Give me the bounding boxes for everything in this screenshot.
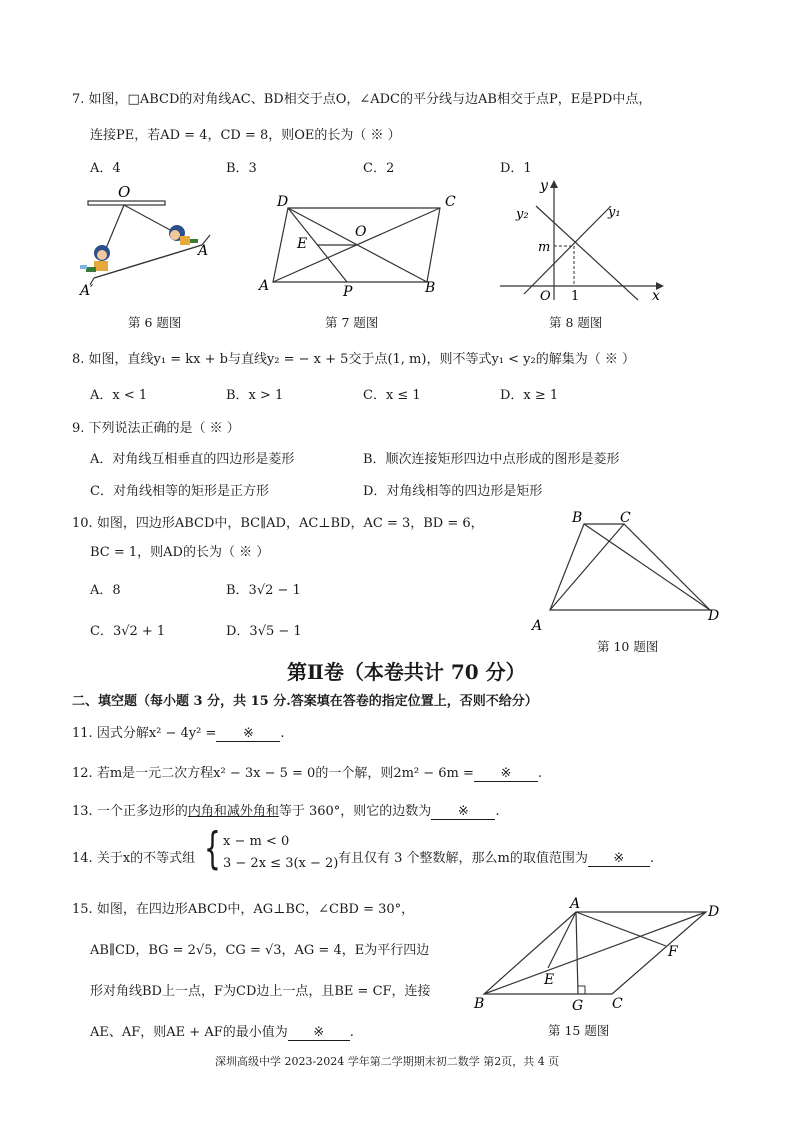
q13-answer-blank: ※	[431, 804, 495, 820]
q13: 13. 一个正多边形的内角和减外角和等于 360°，则它的边数为 ※ .	[72, 804, 500, 819]
q9-text: 9. 下列说法正确的是（ ※ ）	[72, 421, 240, 436]
q10-option-c: C．3√2 + 1	[90, 624, 166, 639]
figure-15-label-e: E	[544, 972, 555, 988]
q9-option-b: B．顺次连接矩形四边中点形成的图形是菱形	[363, 452, 620, 467]
figure-6-beam	[88, 201, 165, 205]
q10-line2: BC = 1，则AD的长为（ ※ ）	[90, 545, 270, 560]
q11-answer-blank: ※	[216, 726, 280, 742]
q15-line3: 形对角线BD上一点，F为CD边上一点，且BE = CF，连接	[90, 984, 431, 999]
q7-line1: 7. 如图，□ABCD的对角线AC、BD相交于点O，∠ADC的平分线与边AB相交于点P，E是PD中点，	[72, 92, 652, 107]
q8-option-b: B．x > 1	[226, 388, 284, 403]
figure-15-label-d: D	[708, 904, 720, 920]
figure-8-label-x: x	[652, 288, 660, 304]
figure-6-child-right-icon	[169, 225, 198, 245]
part2-heading: 二、填空题（每小题 3 分，共 15 分.答案填在答卷的指定位置上，否则不给分）	[72, 694, 538, 709]
figure-15	[470, 896, 730, 1014]
q7-option-c: C．2	[363, 161, 395, 176]
figure-15-line-ae	[548, 912, 576, 968]
q15-line1: 15. 如图，在四边形ABCD中，AG⊥BC，∠CBD = 30°，	[72, 902, 415, 917]
page-footer: 深圳高级中学 2023-2024 学年第二学期期末初二数学 第2页，共 4 页	[215, 1055, 560, 1068]
q9-option-a: A．对角线互相垂直的四边形是菱形	[90, 452, 295, 467]
figure-7-label-e: E	[297, 236, 308, 252]
q14-inequality-2: 3 − 2x ≤ 3(x − 2)	[223, 856, 339, 871]
q12: 12. 若m是一元二次方程x² − 3x − 5 = 0的一个解，则2m² − 6m = ※ .	[72, 766, 543, 781]
q9-option-d: D．对角线相等的四边形是矩形	[363, 484, 543, 499]
figure-10-diagonal-bd	[584, 524, 710, 610]
q15-line4: AE、AF，则AE + AF的最小值为 ※ .	[90, 1025, 354, 1040]
figure-8-label-1: 1	[571, 289, 580, 304]
figure-15-label-b: B	[474, 996, 485, 1012]
q15-line2: AB∥CD，BG = 2√5，CG = √3，AG = 4，E为平行四边	[90, 943, 430, 958]
figure-7	[255, 190, 470, 305]
q7-line2: 连接PE，若AD = 4，CD = 8，则OE的长为（ ※ ）	[90, 128, 401, 143]
figure-8-label-y2: y₂	[516, 207, 529, 222]
figure-15-label-c: C	[612, 996, 623, 1012]
figure-7-label-p: P	[343, 284, 353, 300]
figure-8-caption: 第 8 题图	[549, 315, 603, 330]
q14-suffix: 有且仅有 3 个整数解，那么m的取值范围为 ※ .	[338, 851, 655, 866]
figure-6-caption: 第 6 题图	[128, 315, 182, 330]
figure-8-label-m: m	[538, 240, 551, 255]
q12-answer-blank: ※	[474, 766, 538, 782]
figure-7-label-a: A	[259, 278, 270, 294]
figure-8-label-o: O	[540, 289, 551, 304]
figure-6-label-a: A	[198, 243, 209, 259]
q14-answer-blank: ※	[588, 851, 650, 867]
figure-10-diagonal-ac	[550, 524, 624, 610]
figure-7-label-o: O	[355, 224, 367, 240]
figure-6	[72, 183, 222, 303]
figure-6-swing-line	[94, 245, 202, 278]
q11: 11. 因式分解x² − 4y² = ※ .	[72, 726, 285, 741]
q8-text: 8. 如图，直线y₁ = kx + b与直线y₂ = − x + 5交于点(1, m)，则不等式y₁ < y₂的解集为（ ※ ）	[72, 352, 635, 367]
figure-6-rope-right	[124, 205, 172, 231]
figure-10	[528, 506, 728, 634]
figure-10-caption: 第 10 题图	[597, 639, 659, 654]
figure-7-label-d: D	[277, 194, 289, 210]
q9-option-c: C．对角线相等的矩形是正方形	[90, 484, 269, 499]
q10-option-a: A．8	[90, 583, 121, 598]
figure-7-label-c: C	[445, 194, 456, 210]
q8-option-c: C．x ≤ 1	[363, 388, 421, 403]
q10-line1: 10. 如图，四边形ABCD中，BC∥AD，AC⊥BD，AC = 3，BD = 6，	[72, 516, 484, 531]
q14-brace: {	[204, 823, 221, 874]
q7-option-a: A．4	[90, 161, 121, 176]
figure-10-label-d: D	[708, 608, 720, 624]
figure-6-child-left-icon	[80, 245, 110, 272]
q13-underlined: 内角和减外角和	[187, 804, 279, 819]
q15-answer-blank: ※	[288, 1025, 350, 1041]
figure-15-line-af	[576, 912, 666, 946]
figure-15-caption: 第 15 题图	[548, 1023, 610, 1038]
figure-10-quadrilateral	[550, 524, 710, 610]
q14-prefix: 14. 关于x的不等式组	[72, 851, 196, 866]
q14-inequality-1: x − m < 0	[223, 834, 290, 849]
figure-6-label-a-prime: A′	[80, 283, 94, 299]
q8-option-a: A．x < 1	[90, 388, 148, 403]
figure-15-label-g: G	[572, 998, 584, 1014]
figure-8-label-y1: y₁	[608, 205, 621, 220]
q8-option-d: D．x ≥ 1	[500, 388, 559, 403]
q7-option-b: B．3	[226, 161, 257, 176]
figure-8	[496, 176, 671, 306]
q7-option-d: D．1	[500, 161, 532, 176]
figure-7-label-b: B	[425, 280, 436, 296]
figure-10-label-a: A	[532, 618, 543, 634]
q10-option-b: B．3√2 − 1	[226, 583, 301, 598]
figure-6-label-o: O	[118, 183, 131, 201]
figure-15-label-f: F	[668, 944, 678, 960]
figure-8-label-y: y	[540, 178, 548, 194]
figure-7-caption: 第 7 题图	[325, 315, 379, 330]
figure-10-label-b: B	[572, 510, 583, 526]
figure-15-right-angle	[578, 986, 585, 994]
figure-15-altitude-ag	[576, 912, 578, 994]
figure-15-label-a: A	[570, 896, 581, 912]
q10-option-d: D．3√5 − 1	[226, 624, 302, 639]
part2-title: 第Ⅱ卷（本卷共计 70 分）	[287, 660, 526, 684]
figure-10-label-c: C	[620, 510, 631, 526]
